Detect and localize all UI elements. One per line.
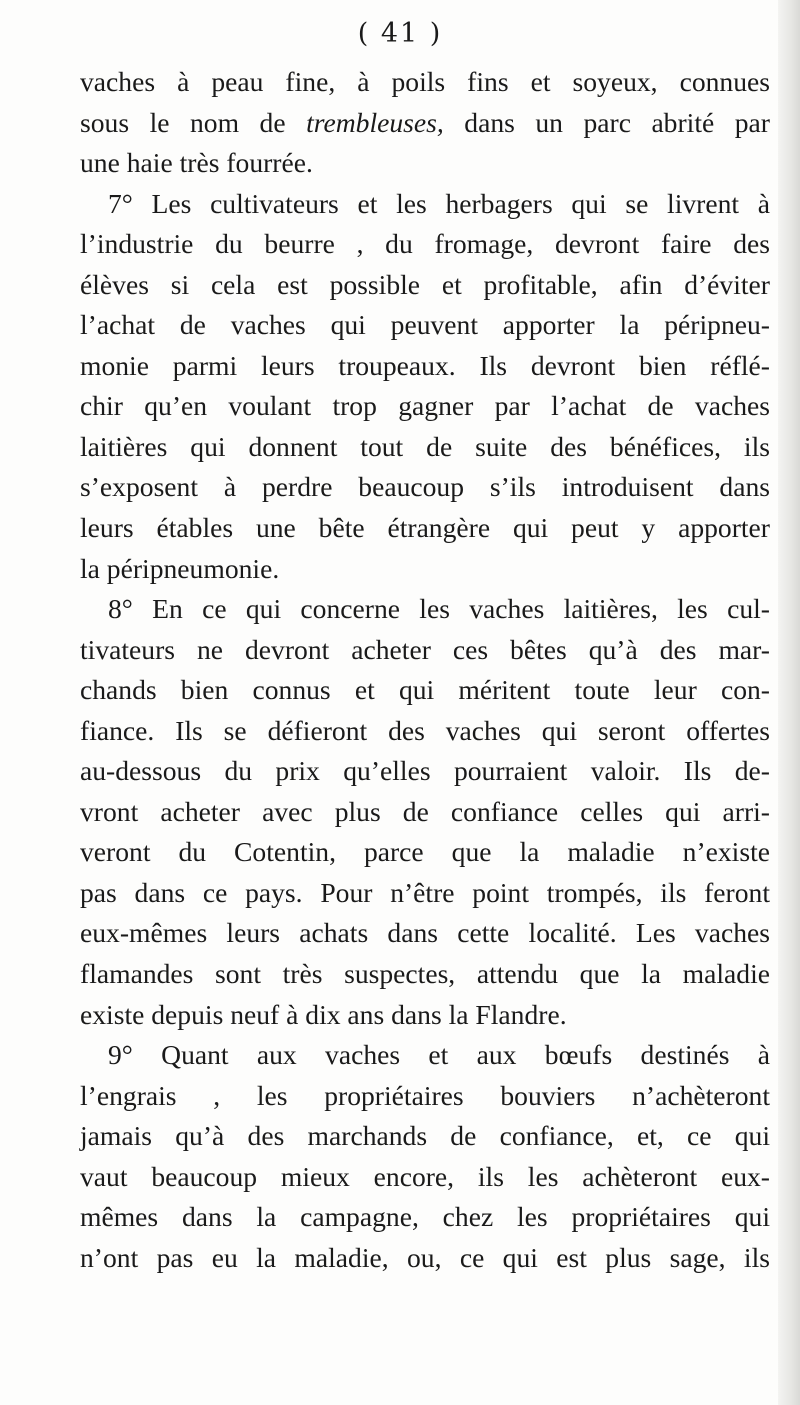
text-line: la péripneumonie. bbox=[80, 552, 280, 584]
text-line: pas dans ce pays. Pour n’être point trompés, ils feront bbox=[80, 876, 770, 908]
body-text bbox=[80, 62, 770, 1278]
text-line: mêmes dans la campagne, chez les propriétaires qui bbox=[80, 1201, 770, 1233]
text-line: 7° Les cultivateurs et les herbagers qui se livrent à bbox=[108, 187, 770, 219]
text-line: sous le nom de trembleuses, dans un parc abrité par bbox=[80, 106, 770, 138]
italic-term: trembleuses, bbox=[306, 106, 444, 138]
text-line: une haie très fourrée. bbox=[80, 147, 313, 179]
text-line: monie parmi leurs troupeaux. Ils devront bien réflé- bbox=[80, 349, 770, 381]
text-line: 8° En ce qui concerne les vaches laitières, les cul- bbox=[108, 593, 770, 625]
text-line: flamandes sont très suspectes, attendu que la maladie bbox=[80, 958, 770, 990]
text-line: s’exposent à perdre beaucoup s’ils introduisent dans bbox=[80, 471, 770, 503]
text-line: vront acheter avec plus de confiance celles qui arri- bbox=[80, 795, 770, 827]
page-number: ( 41 ) bbox=[357, 18, 443, 49]
text-line: tivateurs ne devront acheter ces bêtes qu’à des mar- bbox=[80, 633, 770, 665]
page-edge-shadow bbox=[778, 0, 800, 1405]
text-line: eux-mêmes leurs achats dans cette localité. Les vaches bbox=[80, 917, 770, 949]
text-line: jamais qu’à des marchands de confiance, et, ce qui bbox=[80, 1120, 770, 1152]
text-line: leurs étables une bête étrangère qui peut y apporter bbox=[80, 512, 770, 544]
text-line: n’ont pas eu la maladie, ou, ce qui est plus sage, ils bbox=[80, 1241, 770, 1273]
text-line: l’industrie du beurre , du fromage, devront faire des bbox=[80, 228, 770, 260]
text-line: veront du Cotentin, parce que la maladie n’existe bbox=[80, 836, 770, 868]
text-line: laitières qui donnent tout de suite des bénéfices, ils bbox=[80, 430, 770, 462]
text-line: vaches à peau fine, à poils fins et soyeux, connues bbox=[80, 66, 770, 97]
text-line: fiance. Ils se défieront des vaches qui seront offertes bbox=[80, 714, 770, 746]
text-line: 9° Quant aux vaches et aux bœufs destinés à bbox=[108, 1039, 770, 1071]
text-line: chands bien connus et qui méritent toute leur con- bbox=[80, 674, 770, 706]
text-line: chir qu’en voulant trop gagner par l’achat de vaches bbox=[80, 390, 770, 422]
text-line: l’engrais , les propriétaires bouviers n’achèteront bbox=[80, 1079, 770, 1111]
text-line: au-dessous du prix qu’elles pourraient valoir. Ils de- bbox=[80, 755, 770, 787]
text-line: existe depuis neuf à dix ans dans la Flandre. bbox=[80, 998, 567, 1030]
text-line: élèves si cela est possible et profitable, afin d’éviter bbox=[80, 268, 770, 300]
text-line: l’achat de vaches qui peuvent apporter la péripneu- bbox=[80, 309, 770, 341]
text-line: vaut beaucoup mieux encore, ils les achèteront eux- bbox=[80, 1160, 770, 1192]
